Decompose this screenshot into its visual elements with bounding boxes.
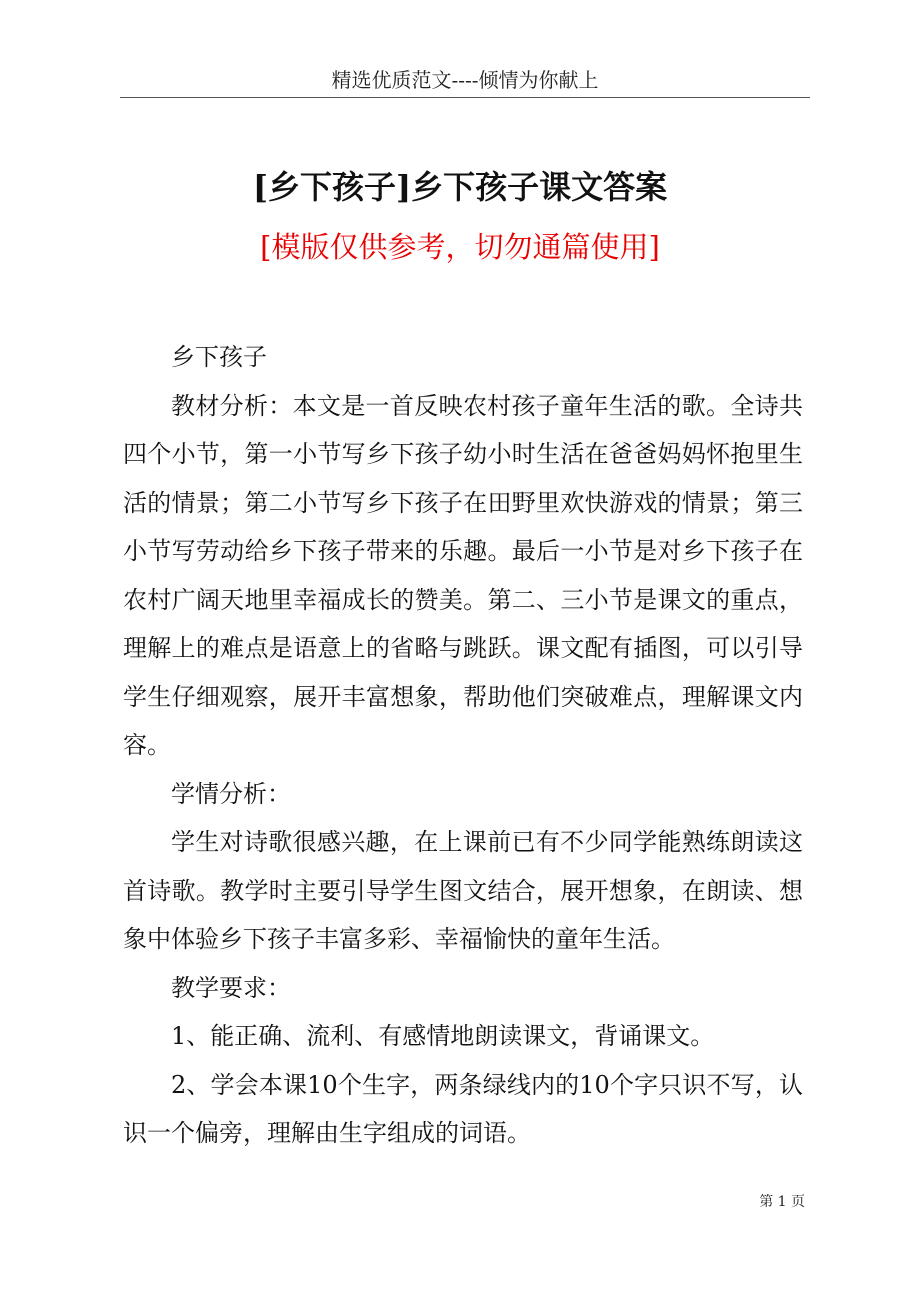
document-title: [乡下孩子]乡下孩子课文答案 [252, 168, 668, 206]
page-header: 精选优质范文----倾情为你献上 [331, 68, 599, 92]
paragraph-material-analysis: 教材分析：本文是一首反映农村孩子童年生活的歌。全诗共四个小节，第一小节写乡下孩子幼小时生活在爸爸妈妈怀抱里生活的情景；第二小节写乡下孩子在田野里欢快游戏的情景；第三小节写劳动给乡下孩子带来的乐趣。最后一小节是对乡下孩子在农村广阔天地里幸福成长的赞美。第二、三小节是课文的重点，理解上的难点是语意上的省略与跳跃。课文配有插图，可以引导学生仔细观察，展开丰富想象，帮助他们突破难点，理解课文内容。 [123, 391, 803, 759]
paragraph-student-analysis-heading: 学情分析： [171, 779, 291, 808]
page-number: 第 1 页 [759, 1194, 805, 1210]
document-body [123, 333, 803, 1158]
paragraph-requirement-1: 1、能正确、流利、有感情地朗读课文，背诵课文。 [171, 1022, 715, 1050]
paragraph-requirement-2: 2、学会本课10个生字，两条绿线内的10个字只识不写，认识一个偏旁，理解由生字组成的词语。 [123, 1070, 803, 1147]
paragraph-student-analysis: 学生对诗歌很感兴趣，在上课前已有不少同学能熟练朗读这首诗歌。教学时主要引导学生图文结合，展开想象，在朗读、想象中体验乡下孩子丰富多彩、幸福愉快的童年生活。 [123, 828, 803, 953]
header-divider [120, 97, 810, 98]
document-subtitle: [模版仅供参考，切勿通篇使用] [260, 230, 660, 264]
paragraph-section-title: 乡下孩子 [171, 343, 267, 371]
paragraph-teaching-requirements-heading: 教学要求： [171, 973, 291, 1002]
